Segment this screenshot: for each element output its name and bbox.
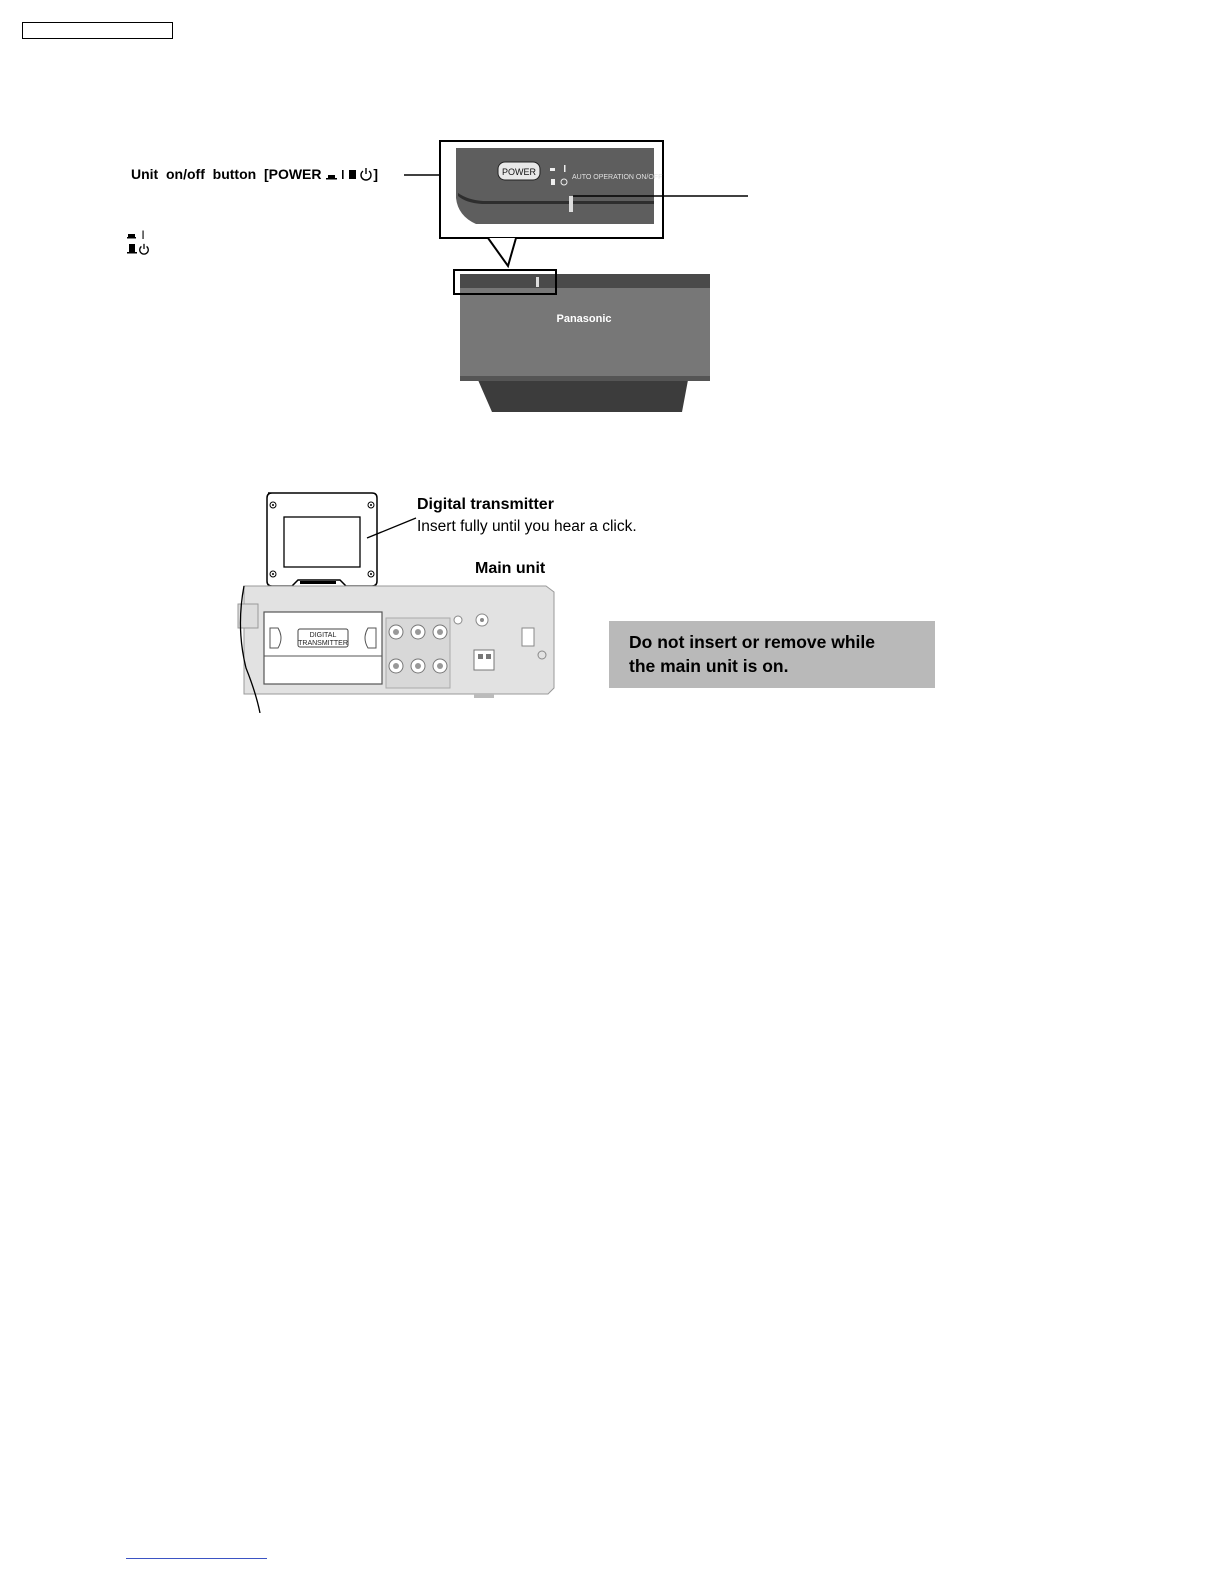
legend-on-text: I	[141, 228, 145, 242]
footer-link[interactable]	[126, 1558, 267, 1559]
unit-body	[460, 274, 710, 378]
header-box	[22, 22, 173, 39]
legend-on	[126, 228, 145, 242]
unit-illustration	[438, 138, 758, 418]
slot-label-line1: DIGITAL	[309, 632, 337, 639]
transmitter-instruction: Insert fully until you hear a click.	[417, 518, 637, 535]
transmitter-title: Digital transmitter	[417, 496, 554, 513]
inset-auto-text: AUTO OPERATION ON/OFF	[572, 174, 663, 181]
warning-line2: the main unit is on.	[629, 656, 789, 676]
transmitter-slot	[264, 612, 382, 684]
logo-text: Panasonic	[556, 313, 612, 325]
standby-icon	[138, 243, 150, 255]
inset-switch	[569, 196, 573, 212]
power-button-label	[131, 166, 378, 182]
inset-power-text: POWER	[501, 167, 537, 177]
slot-label-line2: TRANSMITTER	[298, 640, 348, 647]
power-icon	[359, 167, 373, 181]
legend-standby	[126, 243, 150, 257]
standby-switch-icon	[325, 167, 359, 181]
button-out-icon	[126, 228, 138, 240]
button-in-icon	[126, 243, 138, 255]
inset-device	[456, 148, 654, 224]
power-button-label-text: Unit on/off button [POWER	[131, 166, 322, 182]
power-button-label-end: ]	[373, 166, 379, 182]
warning-box	[609, 621, 935, 688]
main-unit-title: Main unit	[475, 560, 546, 577]
warning-line1: Do not insert or remove while	[629, 632, 876, 652]
unit-base	[478, 380, 688, 412]
